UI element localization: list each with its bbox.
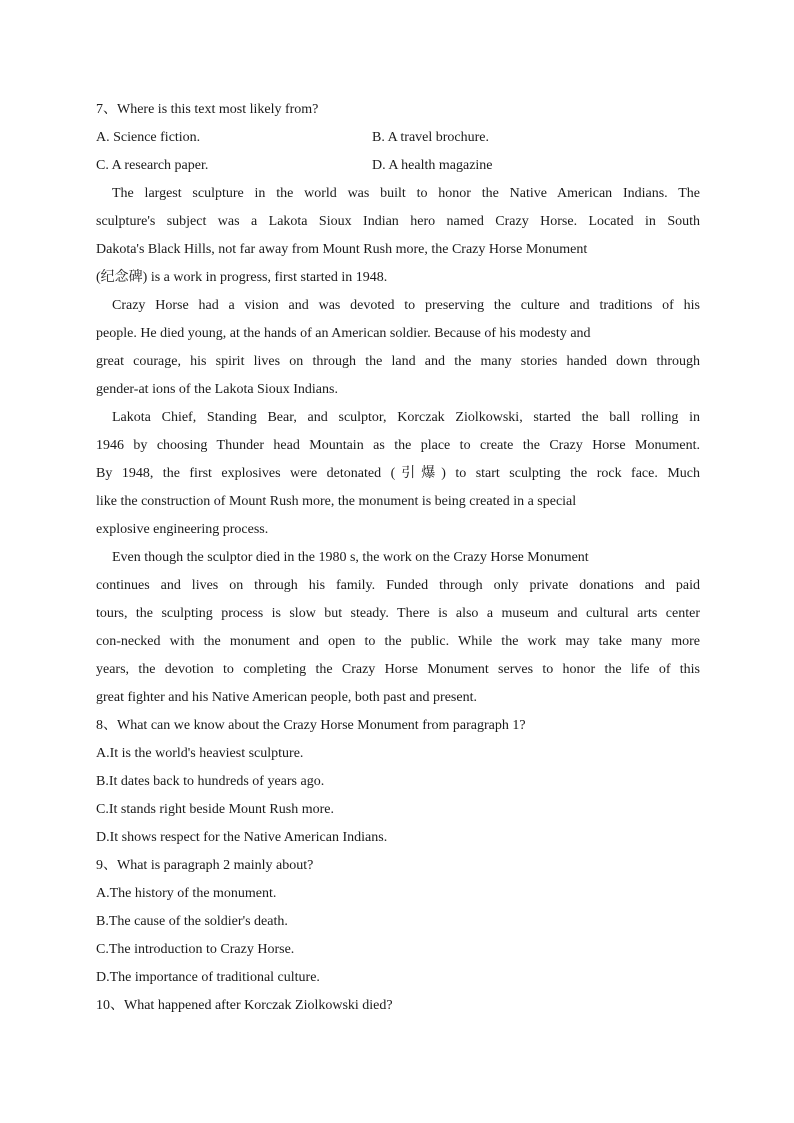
paragraph-line: tours, the sculpting process is slow but steady. There is also a museum and cultural arts center	[96, 606, 700, 621]
question-9-option-c: C.The introduction to Crazy Horse.	[96, 942, 295, 957]
question-7-option-b: B. A travel brochure.	[372, 130, 490, 145]
question-8-option-b: B.It dates back to hundreds of years ago.	[96, 774, 325, 789]
paragraph-line: The largest sculpture in the world was built to honor the Native American Indians. The	[112, 186, 700, 201]
paragraph-line: explosive engineering process.	[96, 522, 269, 537]
question-8-option-d: D.It shows respect for the Native American Indians.	[96, 830, 388, 845]
question-7: 7、Where is this text most likely from?	[96, 102, 319, 117]
paragraph-line: sculpture's subject was a Lakota Sioux Indian hero named Crazy Horse. Located in South	[96, 214, 700, 229]
paragraph-line: people. He died young, at the hands of an American soldier. Because of his modesty and	[96, 326, 591, 341]
paragraph-line: (纪念碑) is a work in progress, first started in 1948.	[96, 270, 388, 285]
paragraph-line: Crazy Horse had a vision and was devoted to preserving the culture and traditions of his	[112, 298, 700, 313]
paragraph-line: Lakota Chief, Standing Bear, and sculptor, Korczak Ziolkowski, started the ball rolling in	[112, 410, 700, 425]
passage-paragraph-2	[96, 292, 700, 404]
question-8-option-c: C.It stands right beside Mount Rush more.	[96, 802, 334, 817]
question-7-options-row-1	[96, 124, 700, 152]
question-7-option-a: A. Science fiction.	[96, 130, 201, 145]
passage-paragraph-4	[96, 544, 700, 712]
paragraph-line: gender-at ions of the Lakota Sioux Indians.	[96, 382, 338, 397]
paragraph-line: By 1948, the first explosives were detonated (引爆) to start sculpting the rock face. Much	[96, 466, 700, 481]
document-page	[96, 96, 700, 1020]
question-10: 10、What happened after Korczak Ziolkowski died?	[96, 998, 393, 1013]
question-8-option-a: A.It is the world's heaviest sculpture.	[96, 746, 304, 761]
question-8: 8、What can we know about the Crazy Horse Monument from paragraph 1?	[96, 718, 526, 733]
question-9: 9、What is paragraph 2 mainly about?	[96, 858, 314, 873]
question-9-option-a: A.The history of the monument.	[96, 886, 277, 901]
paragraph-line: con-necked with the monument and open to the public. While the work may take many more	[96, 634, 700, 649]
passage-paragraph-3	[96, 404, 700, 544]
paragraph-line: continues and lives on through his family. Funded through only private donations and paid	[96, 578, 700, 593]
paragraph-line: 1946 by choosing Thunder head Mountain as the place to create the Crazy Horse Monument.	[96, 438, 700, 453]
paragraph-line: like the construction of Mount Rush more, the monument is being created in a special	[96, 494, 577, 509]
question-9-option-d: D.The importance of traditional culture.	[96, 970, 320, 985]
passage-paragraph-1	[96, 180, 700, 292]
paragraph-line: great fighter and his Native American people, both past and present.	[96, 690, 477, 705]
question-7-option-d: D. A health magazine	[372, 158, 493, 173]
paragraph-line: Dakota's Black Hills, not far away from Mount Rush more, the Crazy Horse Monument	[96, 242, 588, 257]
paragraph-line: great courage, his spirit lives on through the land and the many stories handed down through	[96, 354, 700, 369]
question-9-option-b: B.The cause of the soldier's death.	[96, 914, 288, 929]
paragraph-line: years, the devotion to completing the Crazy Horse Monument serves to honor the life of this	[96, 662, 700, 677]
paragraph-line: Even though the sculptor died in the 1980 s, the work on the Crazy Horse Monument	[112, 550, 589, 565]
question-7-option-c: C. A research paper.	[96, 158, 209, 173]
question-7-options-row-2	[96, 152, 700, 180]
